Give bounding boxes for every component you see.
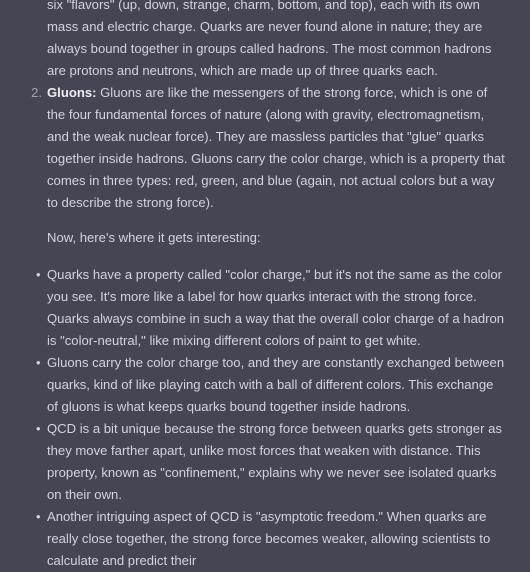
list-item-text: Gluons are like the messengers of the strong force, which is one of the four fundamental forces of nature (along with gravity, electromagnetism, and the weak nuclear force). They are massless particles that "glue" quarks together inside hadrons. Gluons carry the color charge, which is a property that comes in three types: red, green, and blue (again, not actual colors but a way to describe the strong force).: [47, 85, 505, 210]
list-item-gluons: [0, 82, 530, 214]
bullet-item-gluons-exchange: [0, 352, 530, 418]
list-item-quarks-continuation: [0, 0, 530, 82]
bullet-text: Gluons carry the color charge too, and they are constantly exchanged between quarks, kind of like playing catch with a ball of different colors. This exchange of gluons is what keeps quarks bound together inside hadrons.: [47, 355, 505, 414]
bullet-icon: •: [36, 355, 41, 370]
list-item-label: Gluons:: [47, 85, 97, 100]
bullet-item-asymptotic-freedom: [0, 506, 530, 572]
bullet-text: QCD is a bit unique because the strong force between quarks gets stronger as they move farther apart, unlike most forces that weaken with distance. This property, known as "confinement," explains why we never see isolated quarks on their own.: [47, 421, 502, 502]
list-item-text: six "flavors" (up, down, strange, charm, bottom, and top), each with its own mass and electric charge. Quarks are never found alone in nature; they are always bound together in groups called hadrons. The most common hadrons are protons and neutrons, which are made up of three quarks each.: [47, 0, 492, 78]
intro-paragraph: Now, here's where it gets interesting:: [47, 230, 261, 245]
bullet-icon: •: [36, 267, 41, 282]
bullet-icon: •: [36, 421, 41, 436]
bullet-item-color-charge: [0, 264, 530, 352]
list-item-number: 2.: [31, 85, 42, 100]
bullet-text: Quarks have a property called "color charge," but it's not the same as the color you see. It's more like a label for how quarks interact with the strong force. Quarks always combine in such a way that the overall color charge of a hadron is "color-neutral," like mixing different colors of paint to get white.: [47, 267, 505, 348]
bullet-item-confinement: [0, 418, 530, 506]
bullet-text: Another intriguing aspect of QCD is "asymptotic freedom." When quarks are really close together, the strong force becomes weaker, allowing scientists to calculate and predict their: [47, 509, 491, 568]
bullet-icon: •: [36, 509, 41, 524]
